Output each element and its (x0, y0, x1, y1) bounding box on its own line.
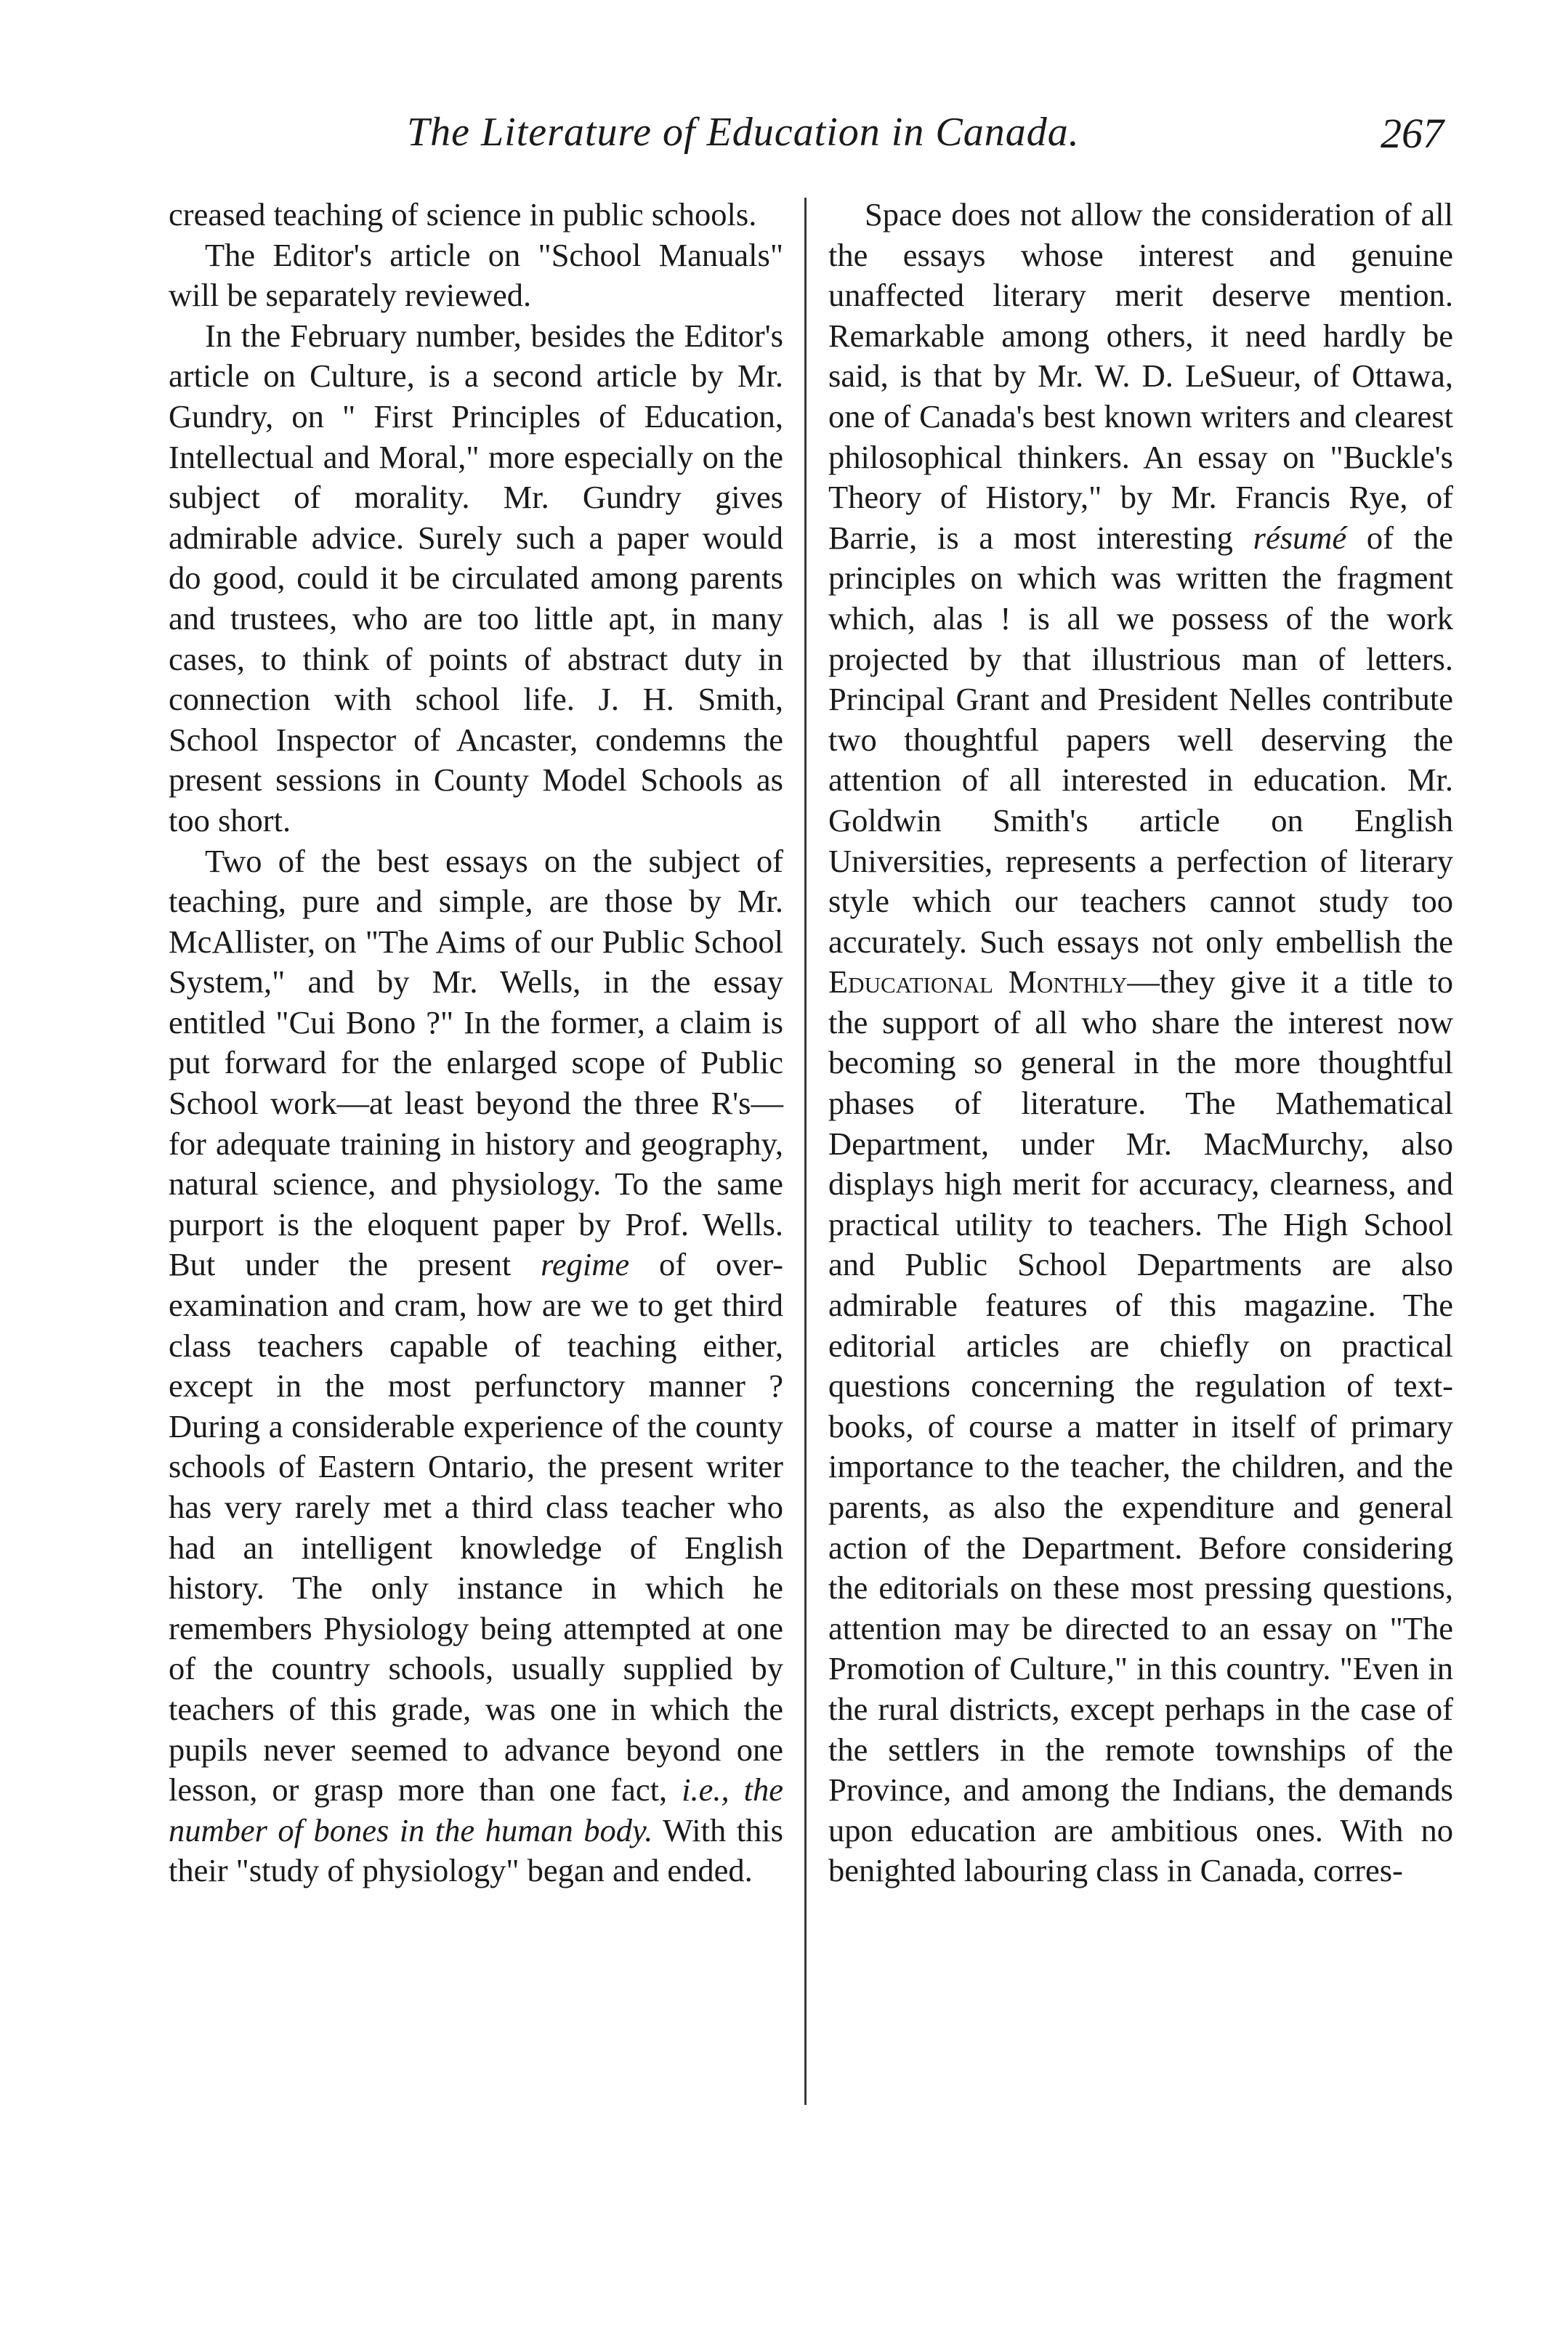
paragraph-continued: creased teaching of science in public schools. (169, 196, 757, 233)
paragraph (828, 195, 1453, 1891)
paragraph: The Editor's article on "School Manuals" will be separately reviewed. (169, 236, 783, 314)
paragraph (169, 841, 783, 1891)
italic-text: i.e., the number of bones in the human body. (169, 1771, 784, 1848)
text-run: of over-examination and cram, how are we to get third class teachers capable of teaching either, except in the most perfunctory manner ? During a considerable experience of the county schools of Eastern Ontario, the present writer has very rarely met a third class teacher who had an intelligent knowledge of English history. The only instance in which he remembers Physiology being attempted at one of the country schools, usually supplied by teachers of this grade, was one in which the pupils never seemed to advance beyond one lesson, or grasp more than one fact, (169, 1246, 784, 1808)
small-caps-title: Educational Monthly (828, 963, 1128, 1001)
text-run: Two of the best essays on the subject of teaching, pure and simple, are those by Mr. McAllister, on "The Aims of our Public School System," and by Mr. Wells, in the essay entitled "Cui Bono ?" In the former, a claim is put forward for the enlarged scope of Public School work—at least beyond the three R's—for adequate training in history and geography, natural science, and physiology. To the same purport is the eloquent paper by Prof. Wells. But under the present (169, 842, 783, 1283)
italic-text: regime (541, 1246, 630, 1283)
text-run: With this their "study of physiology" began and ended. (169, 1811, 783, 1889)
running-title: The Literature of Education in Canada. (407, 110, 1080, 155)
left-column (169, 195, 783, 1891)
text-run: of the principles on which was written the fragment which, alas ! is all we possess of the work projected by that illustrious man of letters. Principal Grant and President Nelles contribute two thoughtful papers well deserving the attention of all interested in education. Mr. Goldwin Smith's article on English Universities, represents a perfection of literary style which our teachers cannot study too accurately. Such essays not only embellish the (828, 519, 1454, 960)
text-run: —they give it a title to the support of all who share the interest now becoming so general in the more thoughtful phases of literature. The Mathematical Department, under Mr. MacMurchy, also displays high merit for accuracy, clearness, and practical utility to teachers. The High School and Public School Departments are also admirable features of this magazine. The editorial articles are chiefly on practical questions concerning the regulation of text-books, of course a matter in itself of primary importance to the teacher, the children, and the parents, as also the expenditure and general action of the Department. Before considering the editorials on these most pressing questions, attention may be directed to an essay on "The Promotion of Culture," in this country. "Even in the rural districts, except perhaps in the case of the settlers in the remote townships of the Province, and among the Indians, the demands upon education are ambitious ones. With no benighted labouring class in Canada, corres- (828, 963, 1454, 1889)
text-run: Space does not allow the consideration of all the essays whose interest and genuine unaffected literary merit deserve mention. Remarkable among others, it need hardly be said, is that by Mr. W. D. LeSueur, of Ottawa, one of Canada's best known writers and clearest philosophical thinkers. An essay on "Buckle's Theory of History," by Mr. Francis Rye, of Barrie, is a most interesting (828, 196, 1453, 556)
paragraph: In the February number, besides the Editor's article on Culture, is a second article by Mr. Gundry, on " First Principles of Education, Intellectual and Moral," more especially on the subject of morality. Mr. Gundry gives admirable advice. Surely such a paper would do good, could it be circulated among parents and trustees, who are too little apt, in many cases, to think of points of abstract duty in connection with school life. J. H. Smith, School Inspector of Ancaster, condemns the present sessions in County Model Schools as too short. (169, 317, 783, 838)
italic-text: résumé (1253, 519, 1347, 556)
column-divider (804, 198, 807, 2105)
page-number: 267 (1381, 110, 1444, 157)
right-column (828, 195, 1453, 1891)
